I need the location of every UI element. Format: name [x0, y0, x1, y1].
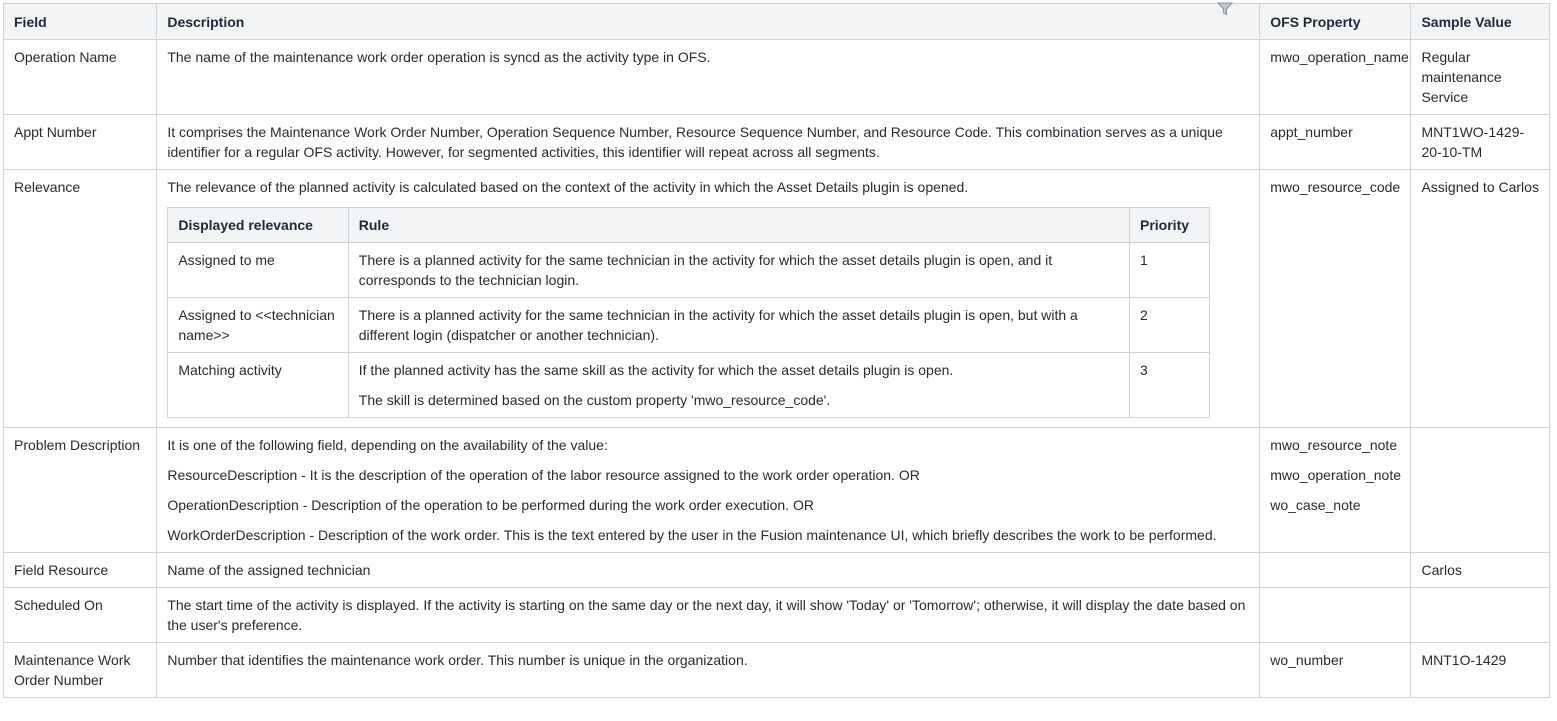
- ofs-property-text: mwo_operation_note: [1270, 467, 1402, 483]
- description-text: The start time of the activity is displayed. If the activity is starting on the same day or the next day, it will show 'Today' or 'Tomorrow'; otherwise, it will display the date based on the user's preference.: [167, 597, 1246, 633]
- fields-table: [3, 3, 1550, 698]
- rule-text: There is a planned activity for the same technician in the activity for which the asset details plugin is open, and it corresponds to the technician login.: [358, 252, 1053, 288]
- ofs-property-text: mwo_resource_note: [1270, 437, 1398, 453]
- relevance-row: [168, 298, 1210, 353]
- description-text: The relevance of the planned activity is calculated based on the context of the activity in which the Asset Details plugin is opened.: [167, 179, 969, 195]
- ofs-cell: [1260, 40, 1411, 115]
- header-priority: Priority: [1130, 208, 1210, 243]
- table-row: [4, 115, 1550, 170]
- sample-cell: MNT1WO-1429-20-10-TM: [1411, 115, 1550, 170]
- description-text: The name of the maintenance work order operation is syncd as the activity type in OFS.: [167, 49, 711, 65]
- displayed-relevance-cell: Assigned to <<technician name>>: [168, 298, 348, 353]
- rule-cell: [348, 298, 1129, 353]
- ofs-cell: [1260, 170, 1411, 428]
- description-cell: [157, 643, 1260, 698]
- description-text: WorkOrderDescription - Description of the work order. This is the text entered by the user in the Fusion maintenance UI, which briefly describes the work to be performed.: [167, 527, 1217, 543]
- relevance-table-wrapper: [167, 207, 1249, 418]
- rule-cell: [348, 353, 1129, 418]
- ofs-property-text: mwo_operation_name: [1270, 49, 1409, 65]
- description-cell: [157, 588, 1260, 643]
- description-cell: [157, 115, 1260, 170]
- sample-cell: [1411, 428, 1550, 553]
- sample-cell: Carlos: [1411, 553, 1550, 588]
- description-text: OperationDescription - Description of the operation to be performed during the work order execution. OR: [167, 497, 814, 513]
- header-rule: Rule: [348, 208, 1129, 243]
- header-ofs-property[interactable]: OFS Property: [1260, 4, 1411, 40]
- description-cell: [157, 428, 1260, 553]
- priority-cell: 3: [1130, 353, 1210, 418]
- description-cell: [157, 40, 1260, 115]
- filter-icon[interactable]: [1217, 2, 1233, 16]
- ofs-property-text: wo_case_note: [1270, 497, 1361, 513]
- ofs-cell: [1260, 588, 1411, 643]
- rule-cell: [348, 243, 1129, 298]
- sample-cell: MNT1O-1429: [1411, 643, 1550, 698]
- relevance-table: [167, 207, 1210, 418]
- description-cell: [157, 553, 1260, 588]
- rule-text: If the planned activity has the same skill as the activity for which the asset details plugin is open.: [358, 362, 954, 378]
- description-text: It is one of the following field, depending on the availability of the value:: [167, 437, 608, 453]
- header-description[interactable]: Description: [157, 4, 1260, 40]
- field-cell: Relevance: [4, 170, 157, 428]
- ofs-cell: [1260, 643, 1411, 698]
- relevance-header-row: [168, 208, 1210, 243]
- table-row: [4, 643, 1550, 698]
- sample-cell: [1411, 588, 1550, 643]
- field-cell: Scheduled On: [4, 588, 157, 643]
- description-text: Name of the assigned technician: [167, 562, 371, 578]
- table-row: [4, 40, 1550, 115]
- description-text: Number that identifies the maintenance work order. This number is unique in the organization.: [167, 652, 748, 668]
- field-cell: Maintenance Work Order Number: [4, 643, 157, 698]
- relevance-row: [168, 353, 1210, 418]
- priority-cell: 1: [1130, 243, 1210, 298]
- ofs-property-text: mwo_resource_code: [1270, 179, 1401, 195]
- priority-cell: 2: [1130, 298, 1210, 353]
- field-cell: Operation Name: [4, 40, 157, 115]
- table-row: [4, 588, 1550, 643]
- table-row: [4, 553, 1550, 588]
- header-sample-value[interactable]: Sample Value: [1411, 4, 1550, 40]
- table-row: [4, 428, 1550, 553]
- table-row: [4, 170, 1550, 428]
- displayed-relevance-cell: Assigned to me: [168, 243, 348, 298]
- ofs-property-text: appt_number: [1270, 124, 1353, 140]
- header-displayed-relevance: Displayed relevance: [168, 208, 348, 243]
- header-field[interactable]: Field: [4, 4, 157, 40]
- field-cell: Problem Description: [4, 428, 157, 553]
- displayed-relevance-cell: Matching activity: [168, 353, 348, 418]
- description-text: ResourceDescription - It is the description of the operation of the labor resource assigned to the work order operation. OR: [167, 467, 920, 483]
- rule-text: There is a planned activity for the same technician in the activity for which the asset details plugin is open, but with a different login (dispatcher or another technician).: [358, 307, 1078, 343]
- description-cell: [157, 170, 1260, 428]
- ofs-cell: [1260, 553, 1411, 588]
- description-text: It comprises the Maintenance Work Order Number, Operation Sequence Number, Resource Sequence Number, and Resource Code. This combination serves as a unique identifier for a regular OFS activity. However, for segmented activities, this identifier will repeat across all segments.: [167, 124, 1223, 160]
- header-row: [4, 4, 1550, 40]
- field-cell: Appt Number: [4, 115, 157, 170]
- ofs-property-text: wo_number: [1270, 652, 1344, 668]
- sample-cell: Assigned to Carlos: [1411, 170, 1550, 428]
- sample-cell: Regular maintenance Service: [1411, 40, 1550, 115]
- rule-text: The skill is determined based on the custom property 'mwo_resource_code'.: [358, 392, 831, 408]
- ofs-cell: [1260, 115, 1411, 170]
- ofs-cell: [1260, 428, 1411, 553]
- relevance-row: [168, 243, 1210, 298]
- field-cell: Field Resource: [4, 553, 157, 588]
